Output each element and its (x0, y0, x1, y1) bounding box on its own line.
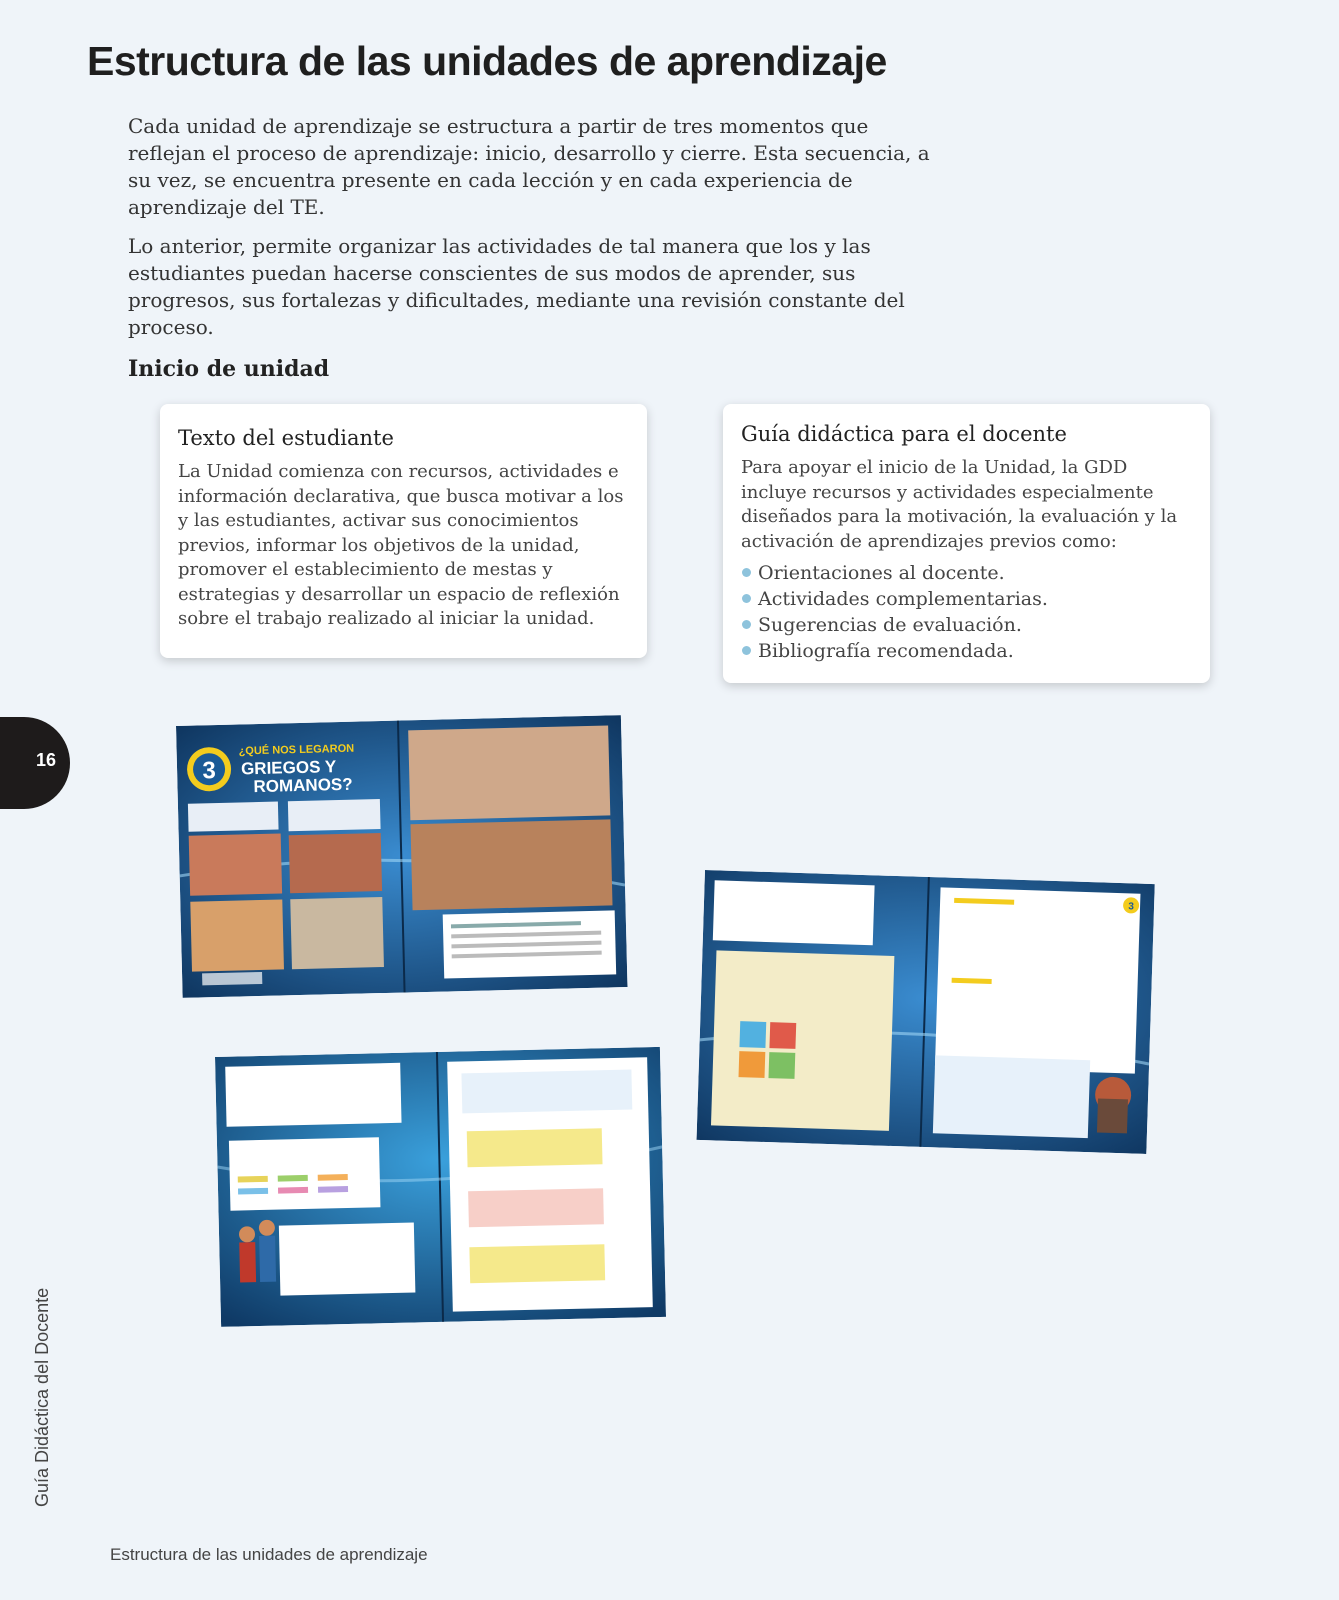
list-item: Bibliografía recomendada. (741, 638, 1192, 664)
page-title: Estructura de las unidades de aprendizaje (87, 38, 887, 84)
svg-text:ROMANOS?: ROMANOS? (253, 774, 353, 797)
page-number-tab (0, 717, 70, 809)
bullet-icon (742, 646, 751, 655)
list-item: Sugerencias de evaluación. (741, 612, 1192, 638)
intro-text (128, 113, 938, 353)
list-item: Orientaciones al docente. (741, 560, 1192, 586)
page-number: 16 (36, 750, 57, 770)
side-label: Guía Didáctica del Docente (32, 1287, 52, 1507)
teacher-guide-card (723, 404, 1210, 683)
unit-number: 3 (202, 757, 217, 785)
bullet-icon (742, 620, 751, 629)
list-item: Actividades complementarias. (741, 586, 1192, 612)
svg-text:¿QUÉ NOS LEGARON: ¿QUÉ NOS LEGARON (238, 742, 355, 758)
student-card-title: Texto del estudiante (178, 426, 394, 450)
teacher-card-list (741, 560, 1192, 664)
intro-paragraph-1: Cada unidad de aprendizaje se estructura a partir de tres momentos que reflejan el proceso de aprendizaje: inicio, desarrollo y cierre. Esta secuencia, a su vez, se encuentra presente en cada lección y en cada experiencia de aprendizaje del TE. (128, 114, 930, 219)
student-card-body: La Unidad comienza con recursos, actividades e información declarativa, que busca motivar a los y las estudiantes, activar sus conocimientos previos, informar los objetivos de la unidad, promover el establecimiento de mestas y estrategias y desarrollar un espacio de reflexión sobre el trabajo realizado al iniciar la unidad. (178, 461, 624, 629)
student-text-card (160, 404, 647, 658)
svg-text:3: 3 (1128, 901, 1135, 913)
intro-paragraph-2: Lo anterior, permite organizar las actividades de tal manera que los y las estudiantes puedan hacerse conscientes de sus modos de aprender, sus progresos, sus fortalezas y dificultades, mediante una revisión constante del proceso. (128, 234, 905, 339)
svg-text:GRIEGOS Y: GRIEGOS Y (240, 757, 337, 779)
bullet-icon (742, 568, 751, 577)
unit-opener-spread-image (176, 715, 628, 998)
teacher-card-body: Para apoyar el inicio de la Unidad, la GDD incluye recursos y actividades especialmente diseñados para la motivación, la evaluación y la activación de aprendizajes previos como: (741, 457, 1178, 552)
teacher-guide-spread-image (697, 870, 1155, 1154)
section-heading: Inicio de unidad (128, 356, 330, 382)
bullet-icon (742, 594, 751, 603)
activities-spread-image (215, 1047, 666, 1327)
teacher-card-title: Guía didáctica para el docente (741, 422, 1067, 446)
footer-text: Estructura de las unidades de aprendizaje (110, 1545, 428, 1564)
